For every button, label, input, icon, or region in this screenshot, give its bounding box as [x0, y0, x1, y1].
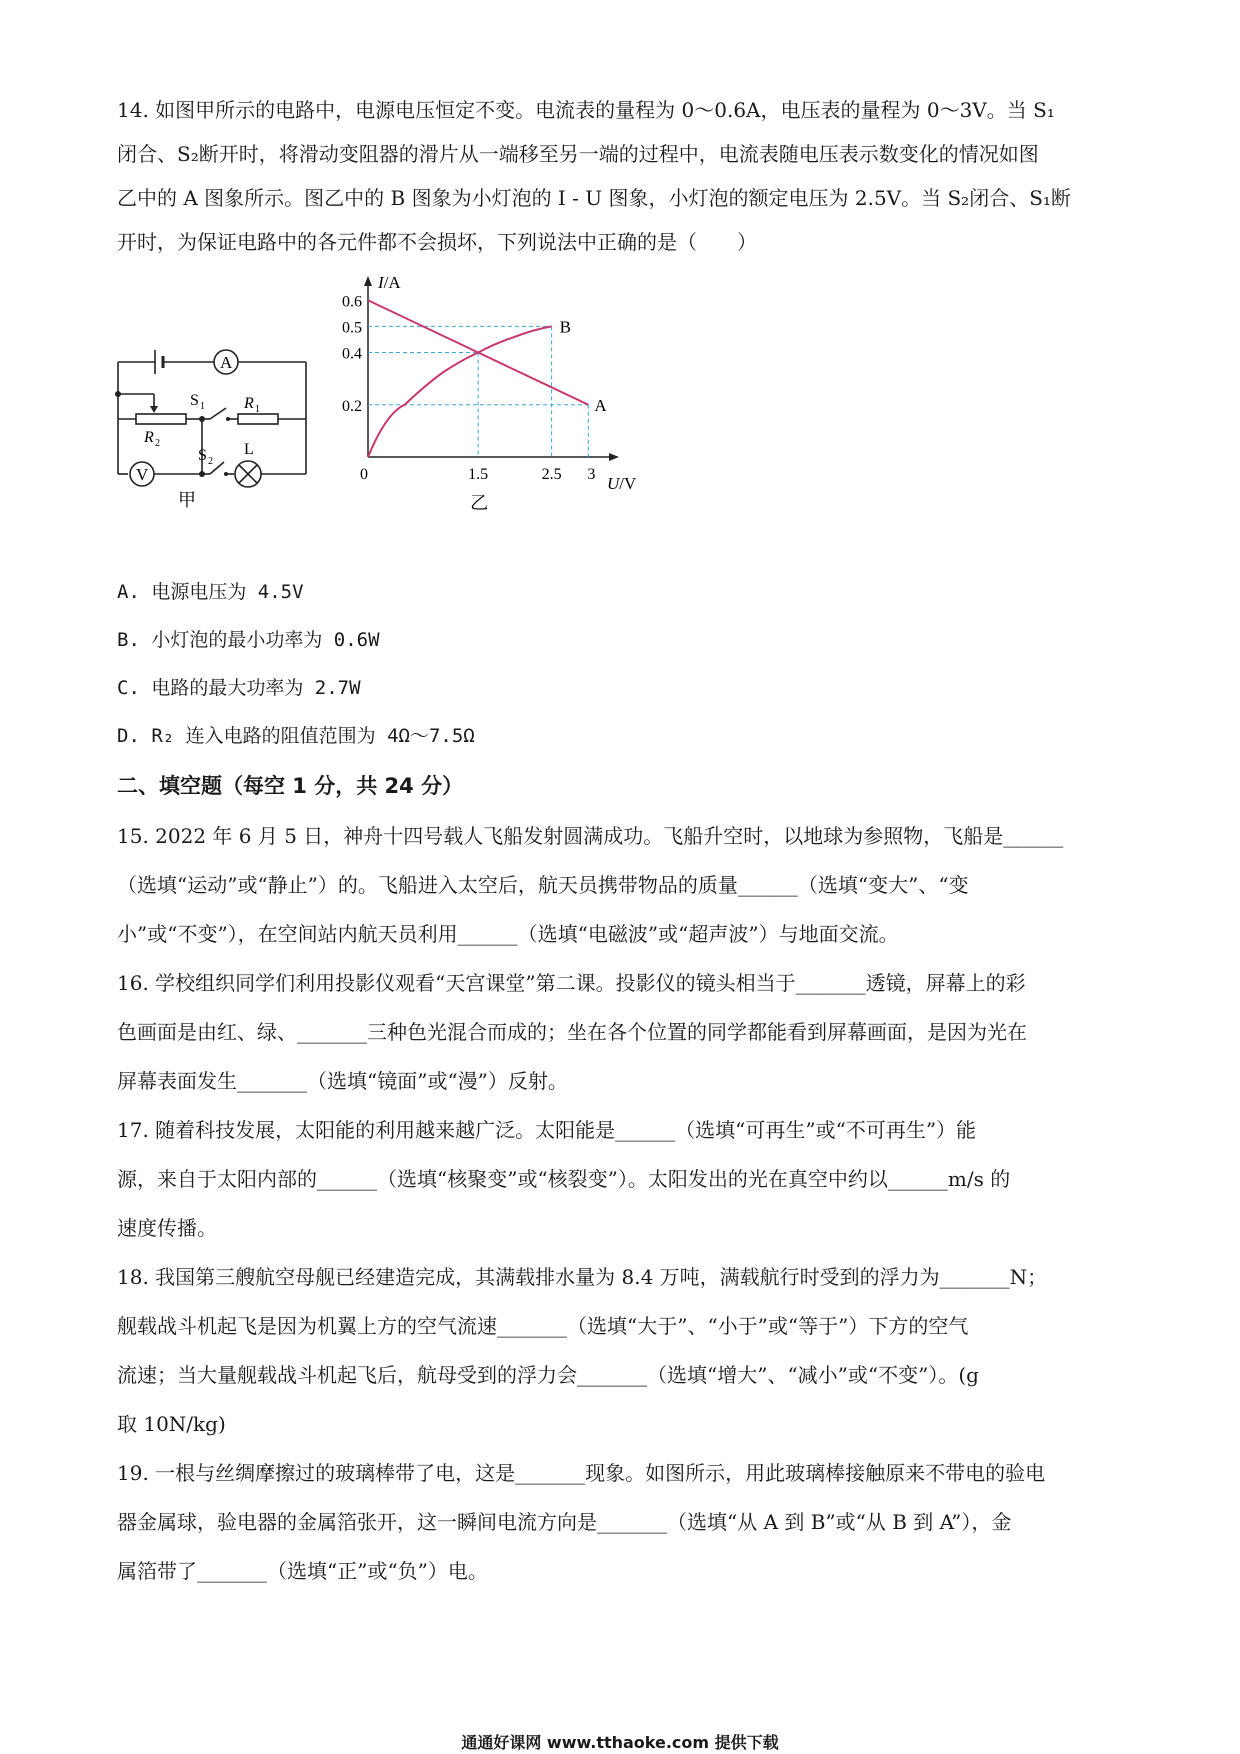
x-axis-arrow: [609, 453, 619, 461]
series-b-curve: [368, 326, 552, 457]
option-a: A. 电源电压为 4.5V: [117, 581, 304, 603]
x-tick-label: 1.5: [468, 466, 489, 483]
q14-line-1: 14. 如图甲所示的电路中，电源电压恒定不变。电流表的量程为 0～0.6A，电压表的量程为 0～3V。当 S₁: [117, 98, 1055, 122]
circuit-caption: 甲: [178, 490, 196, 510]
fill-line: 器金属球，验电器的金属箔张开，这一瞬间电流方向是_______（选填“从 A 到 B”或“从 B 到 A”），金: [117, 1510, 1012, 1534]
page-footer: 通通好课网 www.tthaoke.com 提供下载: [461, 1733, 779, 1752]
series-a-label: A: [594, 395, 607, 415]
x-axis-label: U/V: [607, 474, 637, 493]
fill-line: 19. 一根与丝绸摩擦过的玻璃棒带了电，这是_______现象。如图所示，用此玻璃棒接触原来不带电的验电: [117, 1461, 1046, 1485]
x-tick-label: 3: [587, 466, 596, 483]
fill-line: 色画面是由红、绿、_______三种色光混合而成的；坐在各个位置的同学都能看到屏幕画面，是因为光在: [117, 1020, 1027, 1044]
y-tick-label: 0.6: [342, 293, 362, 311]
q14-line-4: 开时，为保证电路中的各元件都不会损坏，下列说法中正确的是（ ）: [117, 230, 757, 254]
r2-sub: 2: [155, 438, 160, 449]
q14-line-3: 乙中的 A 图象所示。图乙中的 B 图象为小灯泡的 I - U 图象，小灯泡的额定电压为 2.5V。当 S₂闭合、S₁断: [117, 186, 1071, 210]
fill-line: 流速；当大量舰载战斗机起飞后，航母受到的浮力会_______（选填“增大”、“减小”或“不变”）。(g: [117, 1363, 979, 1387]
fill-line: 16. 学校组织同学们利用投影仪观看“天宫课堂”第二课。投影仪的镜头相当于_______透镜，屏幕上的彩: [117, 971, 1026, 995]
fill-line: 18. 我国第三艘航空母舰已经建造完成，其满载排水量为 8.4 万吨，满载航行时受到的浮力为_______N；: [117, 1265, 1048, 1289]
r1-label: R: [244, 395, 254, 412]
fill-line: 小”或“不变”），在空间站内航天员利用______（选填“电磁波”或“超声波”）与地面交流。: [117, 922, 899, 946]
option-c: C. 电路的最大功率为 2.7W: [117, 677, 361, 699]
series-b-label: B: [559, 317, 571, 337]
x-tick-label: 0: [360, 466, 368, 483]
s1-label: S: [190, 392, 199, 409]
y-tick-label: 0.4: [342, 345, 362, 363]
y-axis-arrow: [364, 276, 372, 286]
fill-line: 17. 随着科技发展，太阳能的利用越来越广泛。太阳能是______（选填“可再生”或“不可再生”）能: [117, 1118, 977, 1142]
r1-sub: 1: [255, 404, 260, 415]
voltmeter-label: V: [136, 465, 149, 484]
section-heading: 二、填空题（每空 1 分，共 24 分）: [117, 774, 464, 798]
x-tick-label: 2.5: [541, 466, 562, 483]
circuit-diagram: [110, 338, 320, 510]
option-b: B. 小灯泡的最小功率为 0.6W: [117, 629, 380, 651]
q14-line-2: 闭合、S₂断开时，将滑动变阻器的滑片从一端移至另一端的过程中，电流表随电压表示数变化的情况如图: [117, 142, 1039, 166]
fill-line: 取 10N/kg): [117, 1412, 226, 1436]
s2-label: S: [198, 447, 207, 464]
chart-caption: 乙: [470, 493, 489, 513]
fill-line: 属箔带了_______（选填“正”或“负”）电。: [117, 1559, 488, 1583]
fill-line: 屏幕表面发生_______（选填“镜面”或“漫”）反射。: [117, 1069, 568, 1093]
fill-line: （选填“运动”或“静止”）的。飞船进入太空后，航天员携带物品的质量______（选填“变大”、“变: [117, 873, 969, 897]
y-tick-label: 0.5: [342, 319, 362, 337]
iu-chart: [320, 272, 637, 513]
option-d: D. R₂ 连入电路的阻值范围为 4Ω～7.5Ω: [117, 725, 475, 747]
s2-sub: 2: [208, 456, 213, 467]
s1-sub: 1: [200, 401, 205, 412]
fill-line: 速度传播。: [117, 1216, 217, 1240]
fill-line: 源，来自于太阳内部的______（选填“核聚变”或“核裂变”）。太阳发出的光在真空中约以______m/s 的: [117, 1167, 1011, 1191]
y-tick-label: 0.2: [342, 397, 362, 415]
y-axis-label: I/A: [378, 273, 401, 292]
fill-line: 舰载战斗机起飞是因为机翼上方的空气流速_______（选填“大于”、“小于”或“等于”）下方的空气: [117, 1314, 969, 1338]
ammeter-label: A: [220, 353, 233, 372]
r2-label: R: [144, 429, 154, 446]
lamp-label: L: [244, 441, 254, 458]
fill-line: 15. 2022 年 6 月 5 日，神舟十四号载人飞船发射圆满成功。飞船升空时，以地球为参照物，飞船是______: [117, 824, 1064, 848]
